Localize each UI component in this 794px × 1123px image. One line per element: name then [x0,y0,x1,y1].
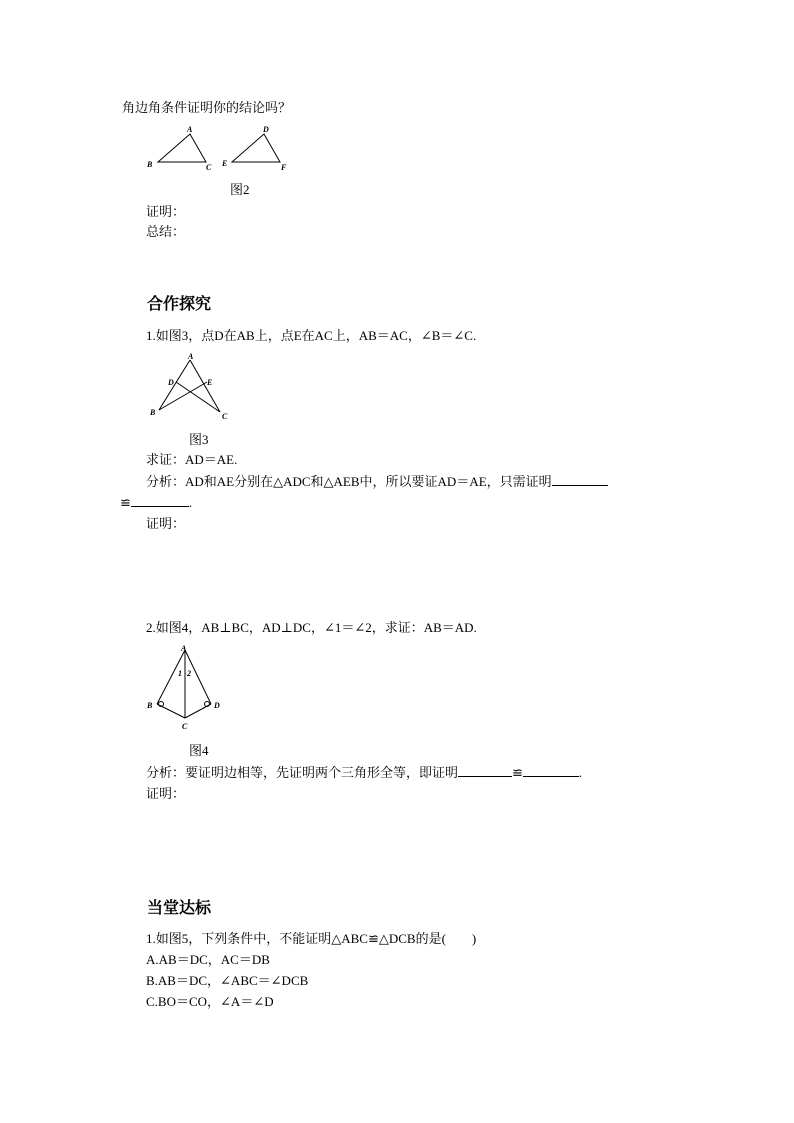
q2-stem: 2.如图4，AB⊥BC，AD⊥DC，∠1＝∠2，求证：AB＝AD. [146,620,477,635]
q1-proof-label: 证明： [146,516,186,531]
q2-proof-label: 证明： [146,786,186,801]
triangle-def [232,134,280,162]
figure-2 [140,122,300,177]
label-2: 2 [187,669,191,678]
q1-analysis-cont [120,494,192,512]
congruent-symbol: ≌ [512,765,523,780]
proof-label: 证明： [146,204,186,219]
q1-prove: 求证：AD＝AE. [146,452,238,467]
option-b[interactable]: B.AB＝DC，∠ABC＝∠DCB [146,973,309,988]
q1-answer-blank-2[interactable] [131,494,189,507]
figure-4 [143,644,228,734]
label-B: B [147,701,153,710]
section-heading-practice: 当堂达标 [147,898,212,917]
label-C: C [182,722,188,731]
label-C: C [222,412,228,421]
q2-analysis [146,764,582,782]
label-B: B [150,408,156,417]
q2-analysis-text: 分析：要证明边相等，先证明两个三角形全等，即证明 [146,765,459,780]
option-c[interactable]: C.BO＝CO，∠A＝∠D [146,994,274,1009]
label-F: F [281,163,287,172]
label-A: A [187,125,193,134]
figure-3-caption: 图3 [189,432,209,447]
triangle-abc [158,134,206,162]
label-A: A [181,644,187,653]
q1-answer-blank-1[interactable] [552,473,608,486]
label-D: D [263,125,269,134]
q2-answer-blank-2[interactable] [523,764,579,777]
label-A: A [188,352,194,361]
figure-4-caption: 图4 [189,743,209,758]
label-B: B [147,160,153,169]
period: . [578,765,583,780]
label-C: C [206,163,212,172]
option-a[interactable]: A.AB＝DC，AC＝DB [146,952,270,967]
congruent-symbol: ≌ [120,495,131,510]
figure-3 [145,352,240,427]
period: . [188,495,193,510]
intro-text: 角边角条件证明你的结论吗？ [122,100,292,115]
label-D: D [214,701,220,710]
practice-q1-stem: 1.如图5，下列条件中，不能证明△ABC≌△DCB的是( ) [146,931,477,946]
summary-label: 总结： [146,224,186,239]
label-D: D [168,378,174,387]
q1-stem: 1.如图3，点D在AB上，点E在AC上，AB＝AC，∠B＝∠C. [146,328,477,343]
q2-answer-blank-1[interactable] [458,764,512,777]
section-heading-coop: 合作探究 [147,294,212,313]
q1-analysis [146,473,608,491]
label-1: 1 [178,669,182,678]
label-E: E [207,378,213,387]
label-E: E [222,159,228,168]
figure-2-caption: 图2 [230,182,250,197]
q1-analysis-text: 分析：AD和AE分别在△ADC和△AEB中，所以要证AD＝AE，只需证明 [146,474,552,489]
